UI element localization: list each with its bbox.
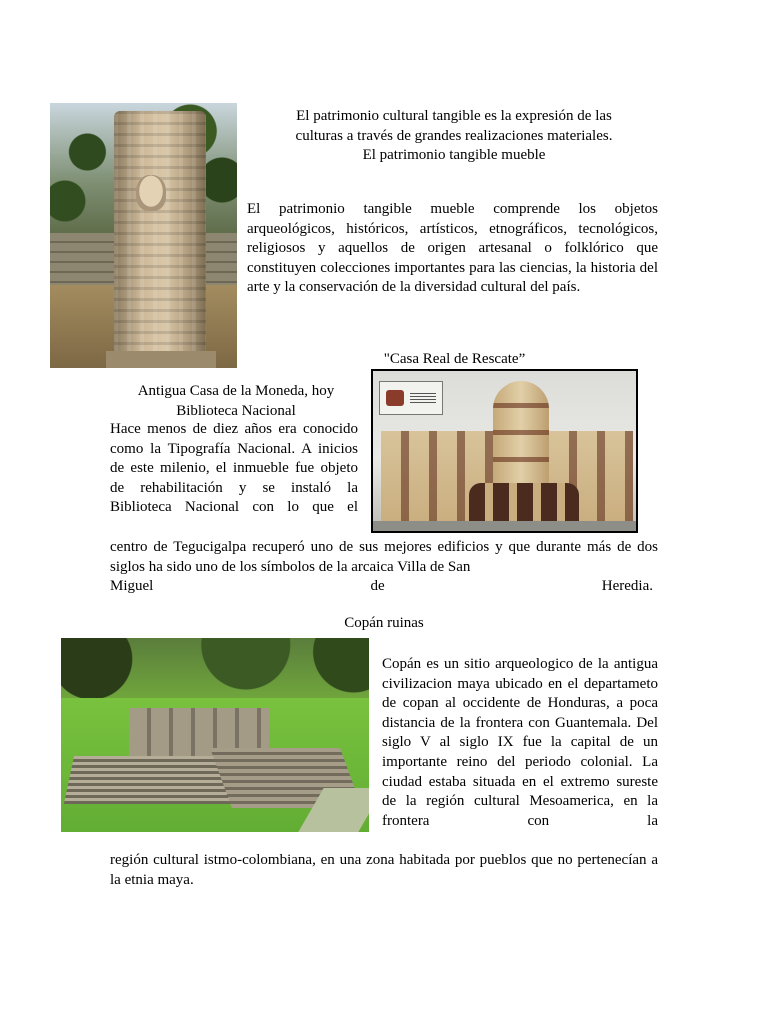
intro-heading <box>246 107 662 166</box>
copan-paragraph-continued: región cultural istmo-colombiana, en una zona habitada por pueblos que no pertenecían a la etnia maya. <box>110 852 658 888</box>
intro-line-2: culturas a través de grandes realizaciones materiales. <box>295 127 613 144</box>
casa-real-caption: "Casa Real de Rescate” <box>383 351 526 367</box>
sign-board <box>379 381 443 415</box>
copan-heading: Copán ruinas <box>344 615 424 631</box>
moneda-heading-line-1: Antigua Casa de la Moneda, hoy <box>137 383 335 399</box>
carved-stela <box>114 111 206 361</box>
intro-line-1: El patrimonio cultural tangible es la expresión de las <box>296 108 612 124</box>
moneda-paragraph: Hace menos de diez años era conocido como la Tipografía Nacional. A inicios de este milenio, el inmueble fue objeto de rehabilitación y se instaló la Biblioteca Nacional con lo que el <box>110 421 358 516</box>
casa-real-photo <box>371 369 638 533</box>
street <box>373 521 638 533</box>
moneda-paragraph-last-line: Miguel de Heredia. <box>110 578 653 594</box>
moneda-heading <box>110 382 362 421</box>
moneda-paragraph-continued: centro de Tegucigalpa recuperó uno de sus mejores edificios y que durante más de dos siglos ha sido uno de los símbolos de la arcaica Villa de San <box>110 539 658 575</box>
moneda-heading-line-2: Biblioteca Nacional <box>176 402 296 419</box>
copan-paragraph: Copán es un sitio arqueologico de la antigua civilizacion maya ubicado en el departameto de copan al occidente de Honduras, a poca distancia de la frontera con Guantemala. Del siglo V al siglo IX fue la capital de un importante reino del periodo colonial. La ciudad estaba situada en el extremo sureste de la región cultural Mesoamerica, en la frontera con la <box>382 656 658 829</box>
stela-photo <box>50 103 237 368</box>
stela-base <box>106 351 216 368</box>
copan-ruins-photo <box>61 638 369 832</box>
mueble-paragraph: El patrimonio tangible mueble comprende los objetos arqueológicos, históricos, artísticos, etnográficos, tecnológicos, religiosos y aquellos de origen artesanal o folklórico que constituyen colecciones importantes para las ciencias, la historia del arte y la conservación de la diversidad cultural del país. <box>247 201 658 296</box>
stela-face <box>136 175 166 211</box>
intro-line-3: El patrimonio tangible mueble <box>362 147 546 164</box>
